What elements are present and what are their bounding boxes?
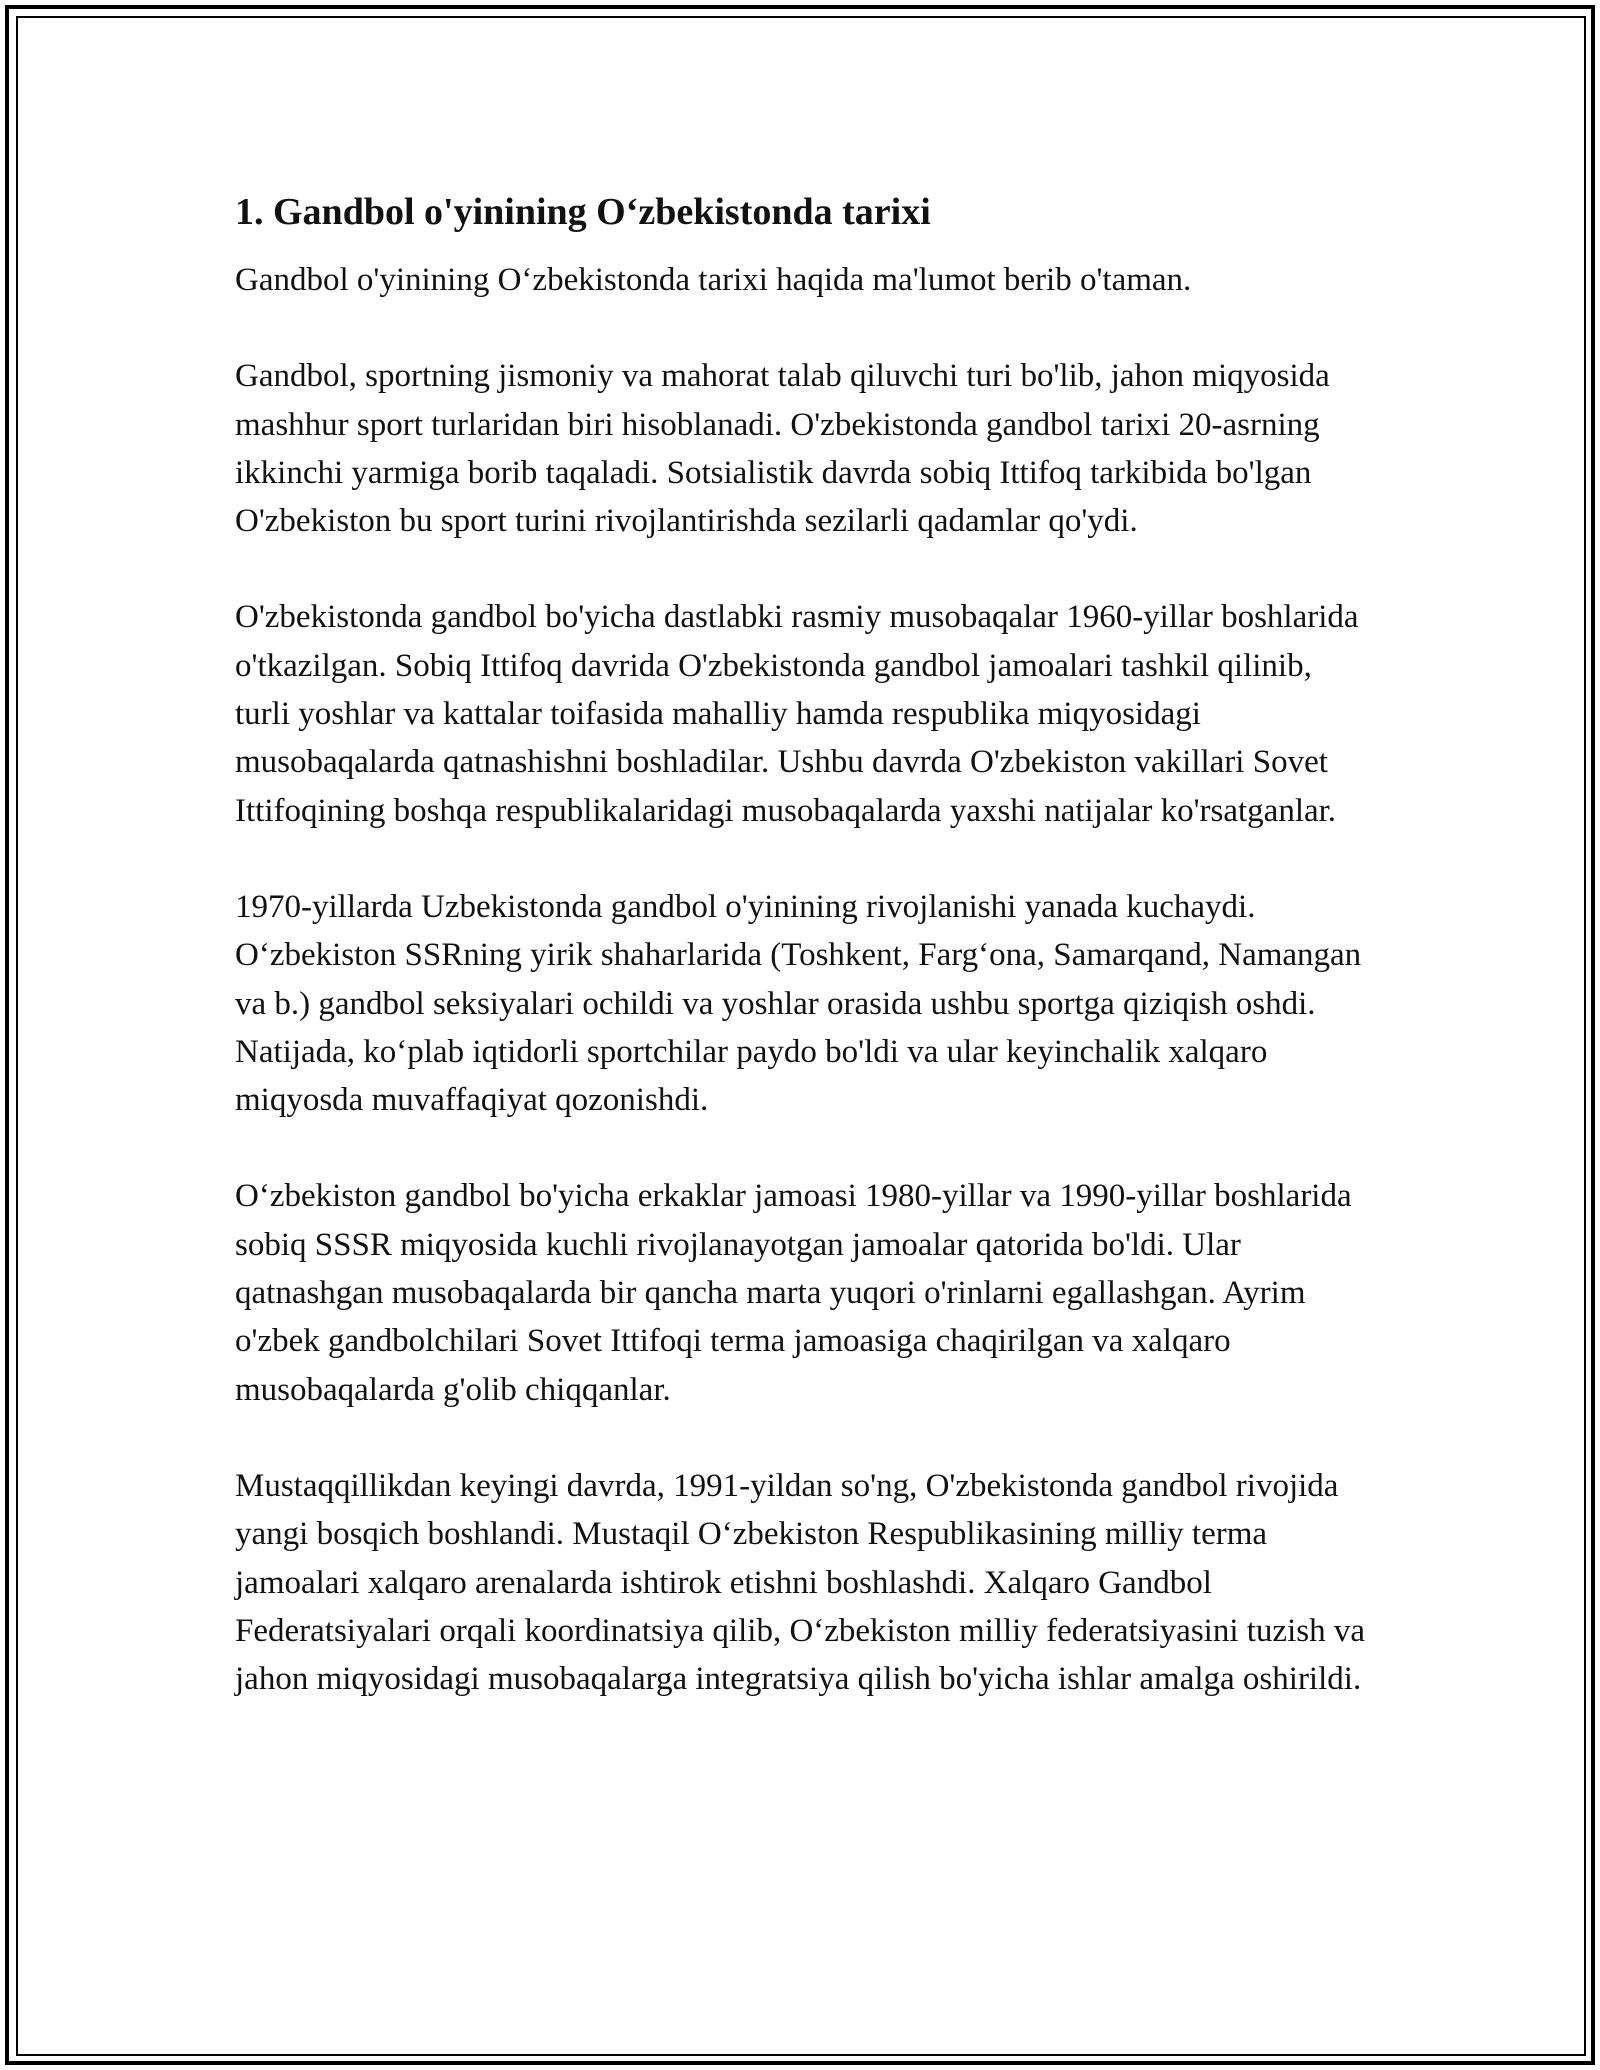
paragraph-overview: Gandbol, sportning jismoniy va mahorat talab qiluvchi turi bo'lib, jahon miqyosida mashhur sport turlaridan biri hisoblanadi. O'zbekistonda gandbol tarixi 20-asrning ikkinchi yarmiga borib taqaladi. Sotsialistik davrda sobiq Ittifoq tarkibida bo'lgan O'zbekiston bu sport turini rivojlantirishda sezilarli qadamlar qo'ydi. — [235, 358, 1330, 540]
paragraph-1970s: 1970-yillarda Uzbekistonda gandbol o'yinining rivojlanishi yanada kuchaydi. O‘zbekiston SSRning yirik shaharlarida (Toshkent, Farg‘ona, Samarqand, Namangan va b.) gandbol seksiyalari ochildi va yoshlar orasida ushbu sportga qiziqish oshdi. Natijada, ko‘plab iqtidorli sportchilar paydo bo'ldi va ular keyinchalik xalqaro miqyosda muvaffaqiyat qozonishdi. — [235, 888, 1362, 1119]
paragraph-independence: Mustaqqillikdan keyingi davrda, 1991-yildan so'ng, O'zbekistonda gandbol rivojida yangi bosqich boshlandi. Mustaqil O‘zbekiston Respublikasining milliy terma jamoalari xalqaro arenalarda ishtirok etishni boshlashdi. Xalqaro Gandbol Federatsiyalari orqali koordinatsiya qilib, O‘zbekiston milliy federatsiyasini tuzish va jahon miqyosidagi musobaqalarga integratsiya qilish bo'yicha ishlar amalga oshirildi. — [235, 1467, 1365, 1698]
paragraph-1960s: O'zbekistonda gandbol bo'yicha dastlabki rasmiy musobaqalar 1960-yillar boshlarida o'tkazilgan. Sobiq Ittifoq davrida O'zbekistonda gandbol jamoalari tashkil qilinib, turli yoshlar va kattalar toifasida mahalliy hamda respublika miqyosidagi musobaqalarda qatnashishni boshladilar. Ushbu davrda O'zbekiston vakillari Sovet Ittifoqining boshqa respublikalaridagi musobaqalarda yaxshi natijalar ko'rsatganlar. — [235, 599, 1359, 829]
paragraph-intro: Gandbol o'yinining O‘zbekistonda tarixi haqida ma'lumot berib o'taman. — [235, 262, 1192, 298]
paragraph-1980s-1990s: O‘zbekiston gandbol bo'yicha erkaklar jamoasi 1980-yillar va 1990-yillar boshlarida sobiq SSSR miqyosida kuchli rivojlanayotgan jamoalar qatorida bo'ldi. Ular qatnashgan musobaqalarda bir qancha marta yuqori o'rinlarni egallashgan. Ayrim o'zbek gandbolchilari Sovet Ittifoqi terma jamoasiga chaqirilgan va xalqaro musobaqalarda g'olib chiqqanlar. — [235, 1178, 1352, 1408]
document-body — [235, 188, 1375, 1751]
section-heading: 1. Gandbol o'yinining O‘zbekistonda tarixi — [235, 191, 931, 233]
